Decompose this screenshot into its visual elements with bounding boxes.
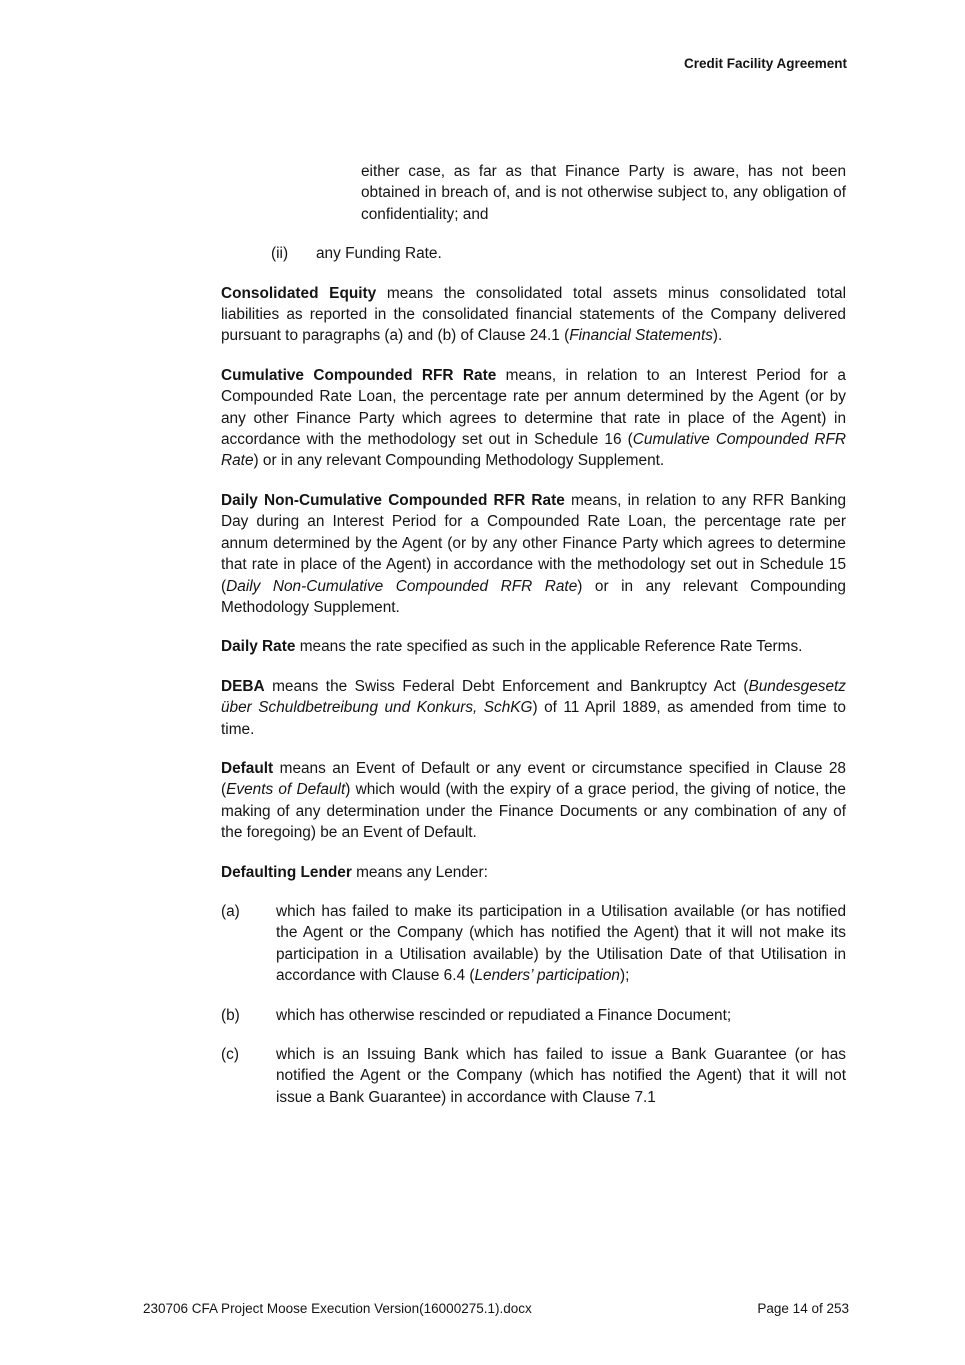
text-segment: ) which would (with the expiry of a grace period, the giving of notice, the making of any determination under the Finance Documents or any combination of any of the foregoing) be an Event of Default. — [221, 781, 846, 842]
defaulting-lender-item-c — [221, 1044, 846, 1108]
defined-term: DEBA — [221, 677, 265, 695]
footer-page-number: Page 14 of 253 — [757, 1301, 849, 1316]
text-segment: means any Lender: — [351, 863, 488, 881]
defaulting-lender-item-b — [221, 1005, 846, 1026]
text-segment: means, in relation to any RFR Banking Day during an Interest Period for a Compounded Rate Loan, the percentage rate per annum determined by the Agent (or by any other Finance Party which agrees to determine that rate in place of the Agent) in accordance with the methodology set out in Schedule 15 ( — [221, 491, 847, 595]
defined-term: Consolidated Equity — [221, 284, 377, 302]
defaulting-lender-item-a-marker: (a) — [221, 902, 240, 920]
defaulting-lender-item-b-text — [276, 1005, 846, 1026]
text-segment: means an Event of Default or any event or circumstance specified in Clause 28 ( — [221, 759, 846, 799]
italic-text: Events of Default — [226, 781, 346, 799]
footer-filename: 230706 CFA Project Moose Execution Version(16000275.1).docx — [143, 1301, 532, 1316]
definition-deba — [221, 676, 846, 740]
defined-term: Daily Non-Cumulative Compounded RFR Rate — [221, 491, 565, 509]
defined-term: Default — [221, 759, 274, 777]
document-body — [221, 161, 846, 1126]
text-segment: ); — [619, 967, 630, 985]
text-segment: ). — [712, 327, 723, 345]
defined-term: Daily Rate — [221, 638, 296, 656]
defaulting-lender-item-c-marker: (c) — [221, 1046, 239, 1063]
definition-consolidated-equity — [221, 283, 846, 347]
definition-default — [221, 758, 846, 844]
definition-daily-non-cumulative-compounded-rfr-rate — [221, 490, 846, 618]
definition-cumulative-compounded-rfr-rate — [221, 365, 846, 472]
text-segment: means the Swiss Federal Debt Enforcement and Bankruptcy Act ( — [264, 677, 749, 695]
clause-ii — [271, 243, 846, 264]
text-segment: means the rate specified as such in the applicable Reference Rate Terms. — [295, 638, 803, 656]
text-segment: ) of 11 April 1889, as amended from time to time. — [221, 699, 846, 738]
italic-text: Cumulative Compounded RFR Rate — [221, 431, 847, 470]
defaulting-lender-item-a — [221, 901, 846, 987]
defined-term: Cumulative Compounded RFR Rate — [221, 366, 497, 384]
clause-continuation — [361, 161, 846, 225]
defaulting-lender-item-c-text — [276, 1044, 846, 1108]
page-footer — [143, 1300, 849, 1317]
italic-text: Financial Statements — [569, 327, 713, 345]
definition-defaulting-lender — [221, 862, 846, 883]
italic-text: Lenders’ participation — [474, 967, 620, 985]
text-segment: which is an Issuing Bank which has failed to issue a Bank Guarantee (or has notified the Agent or the Company (which has notified the Agent) that it will not issue a Bank Guarantee) in accordance with Clause 7.1 — [276, 1046, 846, 1106]
text-segment: means, in relation to an Interest Period for a Compounded Rate Loan, the percentage rate per annum determined by the Agent (or by any other Finance Party which agrees to determine that rate in place of the Agent) in accordance with the methodology set out in Schedule 16 ( — [221, 366, 846, 449]
defaulting-lender-item-b-marker: (b) — [221, 1006, 240, 1024]
clause-ii-text — [316, 243, 846, 264]
defaulting-lender-item-a-text — [276, 901, 846, 987]
text-segment: ) or in any relevant Compounding Methodology Supplement. — [221, 577, 846, 616]
text-segment: which has failed to make its participation in a Utilisation available (or has notified the Agent or the Company (which has notified the Agent) that it will not make its participation in a Utilisation available) by the Utilisation Date of that Utilisation in accordance with Clause 6.4 ( — [276, 902, 846, 985]
italic-text: Daily Non-Cumulative Compounded RFR Rate — [226, 577, 578, 595]
italic-text: Bundesgesetz über Schuldbetreibung und Konkurs, SchKG — [221, 677, 846, 717]
text-segment: ) or in any relevant Compounding Methodology Supplement. — [253, 452, 665, 470]
page-header-title: Credit Facility Agreement — [683, 56, 847, 71]
text-segment: which has otherwise rescinded or repudiated a Finance Document; — [276, 1006, 732, 1024]
text-segment: means the consolidated total assets minus consolidated total liabilities as reported in the consolidated financial statements of the Company delivered pursuant to paragraphs (a) and (b) of Clause 24.1 ( — [221, 284, 847, 345]
defined-term: Defaulting Lender — [221, 863, 352, 881]
text-segment: any Funding Rate. — [316, 245, 442, 263]
text-segment: either case, as far as that Finance Party is aware, has not been obtained in breach of, and is not otherwise subject to, any obligation of confidentiality; and — [361, 163, 846, 223]
clause-ii-marker: (ii) — [271, 245, 289, 263]
definition-daily-rate — [221, 636, 846, 657]
